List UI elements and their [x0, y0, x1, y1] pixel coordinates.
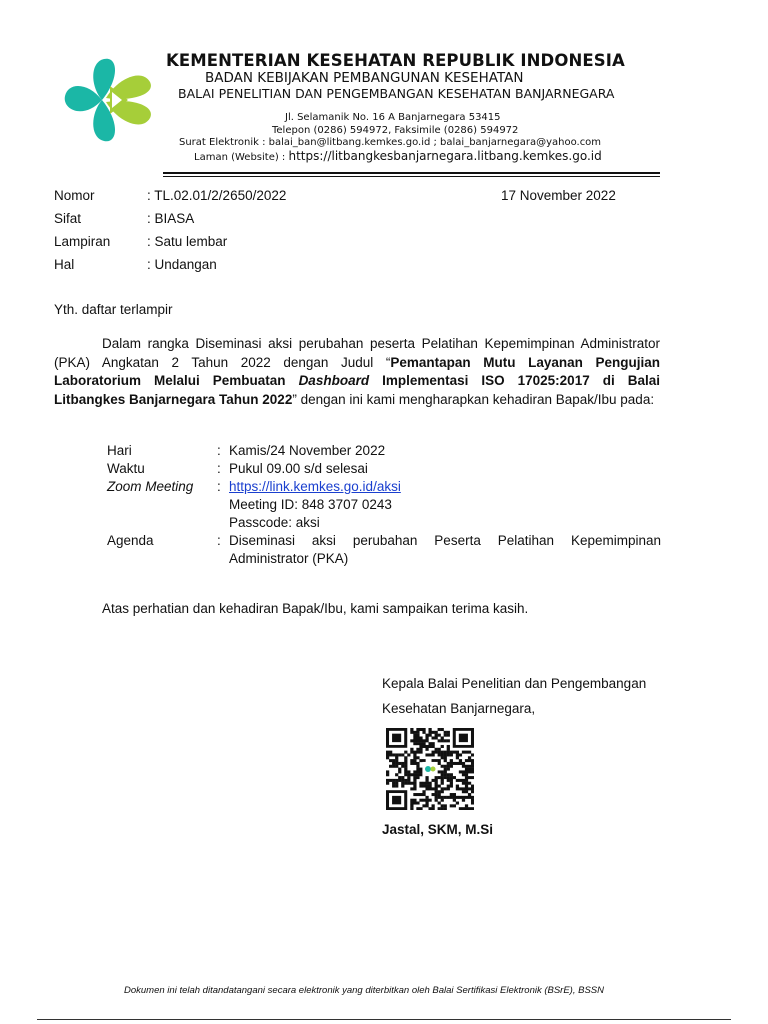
website-row	[194, 150, 602, 164]
hari-label: Hari	[107, 443, 132, 458]
letterhead-rule	[163, 172, 660, 174]
zoom-link[interactable]: https://link.kemkes.go.id/aksi	[229, 479, 401, 494]
colon: :	[217, 461, 221, 476]
footer-rule	[37, 1019, 731, 1020]
lampiran-label: Lampiran	[54, 234, 111, 249]
waktu-label: Waktu	[107, 461, 145, 476]
event-title-part2: Implementasi ISO 17025:2017 di Balai Litbangkes Banjarnegara Tahun 2022	[54, 373, 660, 407]
signature-title-2: Kesehatan Banjarnegara,	[382, 701, 536, 716]
website-url[interactable]: https://litbangkesbanjarnegara.litbang.kemkes.go.id	[288, 149, 602, 163]
letter-date: 17 November 2022	[501, 188, 616, 203]
office-name: BALAI PENELITIAN DAN PENGEMBANGAN KESEHATAN BANJARNEGARA	[178, 86, 615, 101]
hal-value: : Undangan	[147, 257, 217, 272]
kemenkes-logo-icon	[62, 56, 158, 144]
nomor-value: : TL.02.01/2/2650/2022	[147, 188, 287, 203]
nomor-label: Nomor	[54, 188, 95, 203]
phone: Telepon (0286) 594972, Faksimile (0286) 594972	[272, 125, 519, 136]
zoom-label: Zoom Meeting	[107, 479, 194, 494]
ministry-title: KEMENTERIAN KESEHATAN REPUBLIK INDONESIA	[166, 51, 625, 70]
event-title-part1: Pemantapan Mutu Layanan Pengujian Laboratorium Melalui Pembuatan	[54, 354, 660, 388]
letterhead-rule-thin	[163, 176, 660, 177]
meeting-id: Meeting ID: 848 3707 0243	[229, 497, 392, 512]
signatory-name: Jastal, SKM, M.Si	[382, 822, 494, 837]
body-text-e: ” dengan ini kami mengharapkan kehadiran Bapak/Ibu pada:	[292, 391, 655, 407]
event-title-dashboard: Dashboard	[298, 373, 370, 388]
email: Surat Elektronik : balai_ban@litbang.kemkes.go.id ; balai_banjarnegara@yahoo.com	[179, 137, 602, 148]
colon: :	[217, 533, 221, 548]
colon: :	[217, 443, 221, 458]
hari-value: Kamis/24 November 2022	[229, 443, 386, 458]
closing-sentence: Atas perhatian dan kehadiran Bapak/Ibu, kami sampaikan terima kasih.	[102, 601, 529, 616]
agenda-value: Diseminasi aksi perubahan Peserta Pelatihan Kepemimpinan Administrator (PKA)	[229, 533, 661, 566]
passcode: Passcode: aksi	[229, 515, 320, 530]
footer-note: Dokumen ini telah ditandatangani secara elektronik yang diterbitkan oleh Balai Sertifikasi Elektronik (BSrE), BSSN	[124, 985, 604, 996]
body-text-a: Dalam rangka Diseminasi aksi perubahan peserta Pelatihan Kepemimpinan Administrator (PKA) Angkatan 2 Tahun 2022 dengan Judul “	[54, 336, 660, 370]
signature-title-1: Kepala Balai Penelitian dan Pengembangan	[382, 676, 647, 691]
event-details	[107, 442, 667, 572]
addressee: Yth. daftar terlampir	[54, 302, 173, 317]
hal-label: Hal	[54, 257, 75, 272]
address: Jl. Selamanik No. 16 A Banjarnegara 53415	[285, 112, 501, 123]
website-label: Laman (Website) :	[194, 152, 286, 163]
agenda-label: Agenda	[107, 533, 154, 548]
letter-meta	[54, 184, 654, 276]
body-paragraph	[54, 335, 660, 409]
qr-code-signature	[386, 728, 474, 810]
agency-name: BADAN KEBIJAKAN PEMBANGUNAN KESEHATAN	[205, 70, 524, 86]
sifat-value: : BIASA	[147, 211, 195, 226]
colon: :	[217, 479, 221, 494]
lampiran-value: : Satu lembar	[147, 234, 228, 249]
sifat-label: Sifat	[54, 211, 82, 226]
waktu-value: Pukul 09.00 s/d selesai	[229, 461, 368, 476]
